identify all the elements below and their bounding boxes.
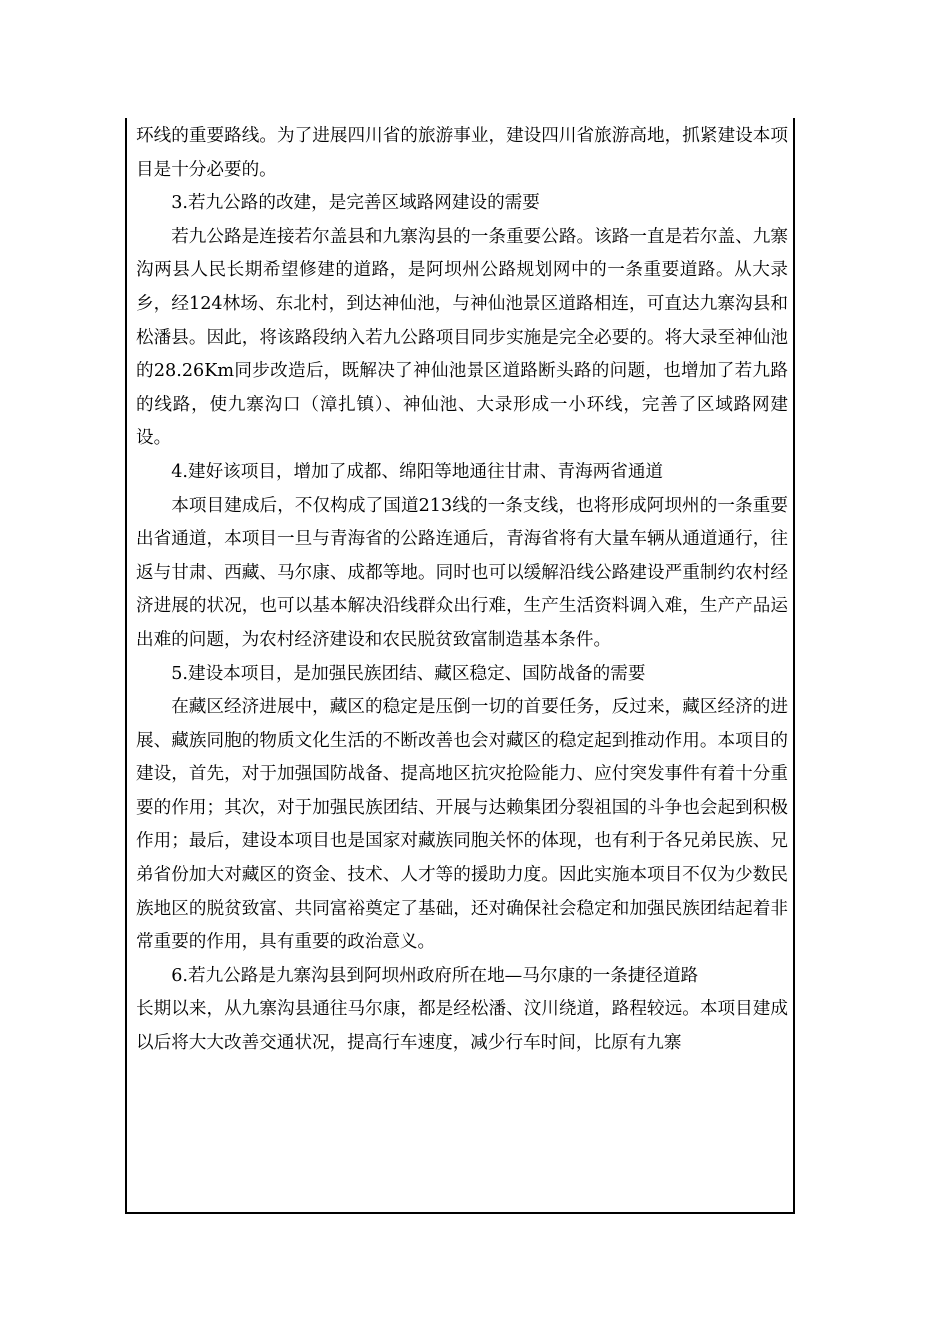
section-heading-5: 5.建设本项目，是加强民族团结、藏区稳定、国防战备的需要 [171,663,646,684]
section-heading-3: 3.若九公路的改建，是完善区域路网建设的需要 [171,193,540,214]
document-body [136,120,788,1061]
paragraph-5: 在藏区经济进展中，藏区的稳定是压倒一切的首要任务，反过来，藏区经济的进展、藏族同胞的物质文化生活的不断改善也会对藏区的稳定起到推动作用。本项目的建设，首先，对于加强国防战备、提高地区抗灾抢险能力、应付突发事件有着十分重要的作用；其次，对于加强民族团结、开展与达赖集团分裂祖国的斗争也会起到积极作用；最后，建设本项目也是国家对藏族同胞关怀的体现，也有利于各兄弟民族、兄弟省份加大对藏区的资金、技术、人才等的援助力度。因此实施本项目不仅为少数民族地区的脱贫致富、共同富裕奠定了基础，还对确保社会稳定和加强民族团结起着非常重要的作用，具有重要的政治意义。 [136,697,788,953]
paragraph-6: 长期以来，从九寨沟县通往马尔康，都是经松潘、汶川绕道，路程较远。本项目建成以后将大大改善交通状况，提高行车速度，减少行车时间，比原有九寨 [136,999,788,1054]
section-heading-4: 4.建好该项目，增加了成都、绵阳等地通往甘肃、青海两省通道 [171,461,664,482]
paragraph-1: 环线的重要路线。为了进展四川省的旅游事业，建设四川省旅游高地，抓紧建设本项目是十分必要的。 [136,126,788,180]
paragraph-3: 若九公路是连接若尔盖县和九寨沟县的一条重要公路。该路一直是若尔盖、九寨沟两县人民长期希望修建的道路，是阿坝州公路规划网中的一条重要道路。从大录乡，经124林场、东北村，到达神仙池，与神仙池景区道路相连，可直达九寨沟县和松潘县。因此，将该路段纳入若九公路项目同步实施是完全必要的。将大录至神仙池的28.26Km同步改造后，既解决了神仙池景区道路断头路的问题，也增加了若九路的线路，使九寨沟口（漳扎镇）、神仙池、大录形成一小环线，完善了区域路网建设。 [136,226,788,449]
paragraph-4: 本项目建成后，不仅构成了国道213线的一条支线，也将形成阿坝州的一条重要出省通道，本项目一旦与青海省的公路连通后，青海省将有大量车辆从通道通行，往返与甘肃、西藏、马尔康、成都等地。同时也可以缓解沿线公路建设严重制约农村经济进展的状况，也可以基本解决沿线群众出行难，生产生活资料调入难，生产产品运出难的问题，为农村经济建设和农民脱贫致富制造基本条件。 [136,495,788,650]
section-heading-6: 6.若九公路是九寨沟县到阿坝州政府所在地—马尔康的一条捷径道路 [171,965,699,986]
